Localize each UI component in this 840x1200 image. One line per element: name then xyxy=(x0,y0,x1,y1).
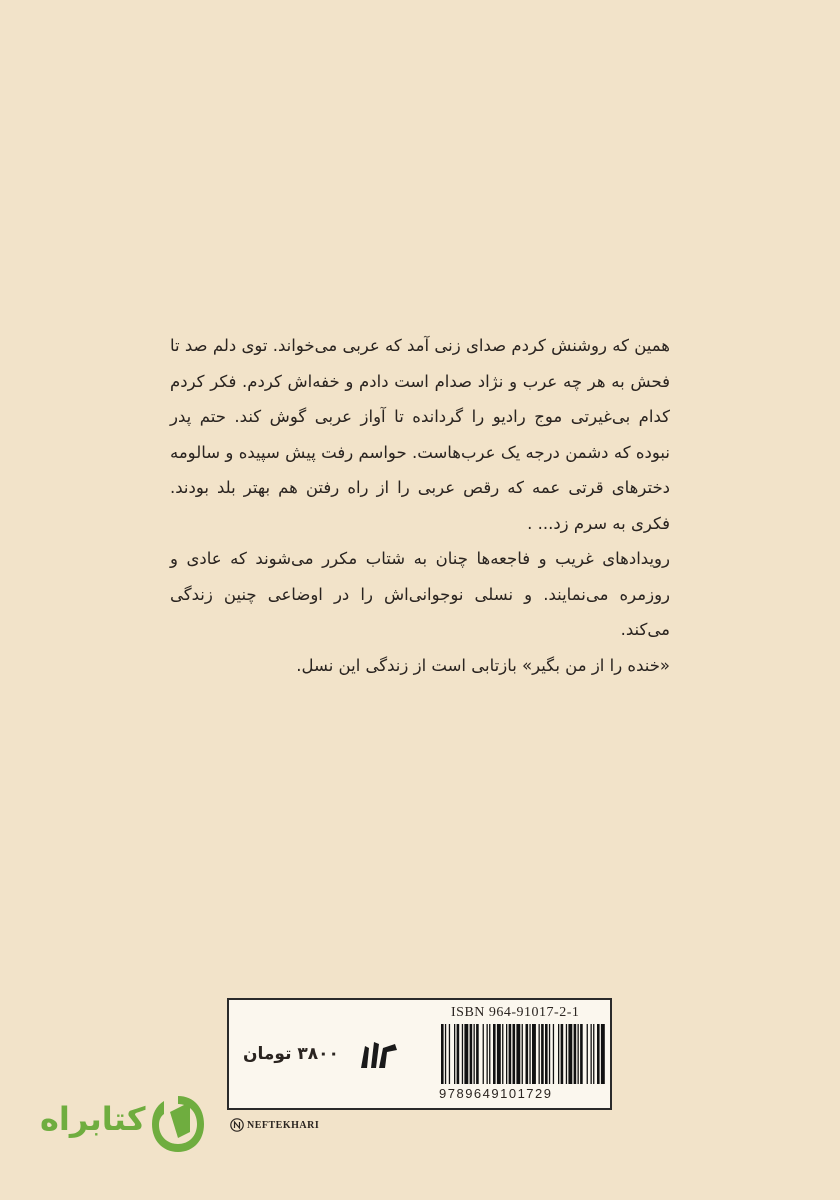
publisher-logo-icon xyxy=(359,1038,399,1074)
blurb-paragraph-2: رویدادهای غریب و فاجعه‌ها چنان به شتاب مکرر می‌شوند که عادی و روزمره می‌نمایند. و نسلی نوجوانی‌اش را در اوضاعی چنین زندگی می‌کند. xyxy=(170,549,670,639)
barcode-digits: 9789649101729 xyxy=(439,1086,553,1101)
publisher-mark xyxy=(230,1118,319,1132)
ketabrah-watermark xyxy=(40,1092,210,1158)
publisher-badge-icon xyxy=(230,1118,244,1132)
blurb-paragraph-1: همین که روشنش کردم صدای زنی آمد که عربی می‌خواند. توی دلم صد تا فحش به هر چه عرب و نژاد صدام است دادم و خفه‌اش کردم. فکر کردم کدام بی‌غیرتی موج رادیو را گردانده تا آواز عربی گوش کند. حتم پدر نبوده که دشمن درجه یک عرب‌هاست. حواسم رفت پیش سپیده و سالومه دخترهای قرتی عمه که رقص عربی را از راه رفتن هم بهتر بلد بودند. فکری به سرم زد... . xyxy=(170,336,670,533)
back-cover-blurb xyxy=(170,328,670,683)
isbn-number: ISBN 964-91017-2-1 xyxy=(451,1005,580,1020)
price-label: ۳۸۰۰ تومان xyxy=(243,1044,339,1064)
ketabrah-logo-icon xyxy=(148,1092,208,1156)
blurb-paragraph-3: «خنده را از من بگیر» بازتابی است از زندگی این نسل. xyxy=(296,655,670,675)
barcode xyxy=(439,1024,607,1084)
isbn-price-box xyxy=(227,998,612,1110)
publisher-name: NEFTEKHARI xyxy=(247,1119,320,1131)
ketabrah-wordmark: کتابراه xyxy=(40,1100,146,1138)
